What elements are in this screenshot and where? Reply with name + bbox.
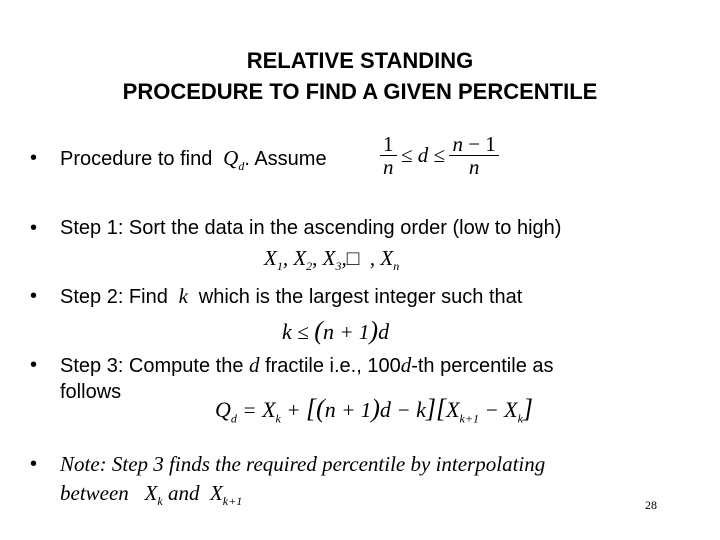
formula-k-inequality: k ≤ (n + 1)d (282, 316, 390, 345)
slide-title-line2: PROCEDURE TO FIND A GIVEN PERCENTILE (122, 79, 598, 104)
bullet-marker: • (30, 147, 38, 169)
bullet-note-and: and (167, 481, 200, 505)
formula-assume-range: $\frac{1}{n}$ ≤ d ≤ $\frac{n - 1}{n}$ (380, 133, 499, 178)
bullet-step2-before: Step 2: Find (60, 286, 168, 308)
bullet-procedure (60, 145, 327, 179)
slide-title-line1: RELATIVE STANDING (246, 48, 474, 73)
formula-qd: $Q_d$ (217, 146, 245, 174)
formula-sorted-list: $X_1$, $X_2$, $X_3,□$ , $X_n$ (264, 246, 400, 274)
bullet-step1: Step 1: Sort the data in the ascending order (low to high) (60, 217, 562, 239)
formula-d-inline: d (400, 353, 412, 377)
bullet-step3-follows: follows (60, 381, 122, 403)
bullet-note-line1: Note: Step 3 finds the required percentile by interpolating (60, 452, 546, 476)
formula-k: k (173, 284, 194, 308)
bullet-step3-after: fractile i.e., 100 (265, 355, 401, 377)
bullet-marker: • (30, 354, 38, 376)
formula-d: d (249, 353, 260, 377)
formula-xk1: $X_{k+1}$ (209, 481, 243, 509)
bullet-note-between: between (60, 481, 129, 505)
bullet-step2-after: which is the largest integer such that (198, 286, 523, 308)
bullet-procedure-text: Procedure to find (60, 148, 213, 170)
bullet-marker: • (30, 285, 38, 307)
bullet-note-line2 (60, 479, 242, 515)
bullet-step3 (60, 352, 554, 379)
page-number: 28 (645, 498, 657, 512)
formula-xk: $X_k$ (144, 481, 163, 509)
bullet-marker: • (30, 453, 38, 475)
bullet-step2 (60, 283, 522, 310)
bullet-marker: • (30, 217, 38, 239)
bullet-step3-before: Step 3: Compute the (60, 355, 244, 377)
bullet-procedure-assume: . Assume (244, 148, 327, 170)
formula-qd-interpolation: $Q_d = X_k + [(n + 1)d - k][X_{k+1} - X_k]$ (215, 394, 534, 426)
bullet-step3-tail: -th percentile as (411, 355, 554, 377)
